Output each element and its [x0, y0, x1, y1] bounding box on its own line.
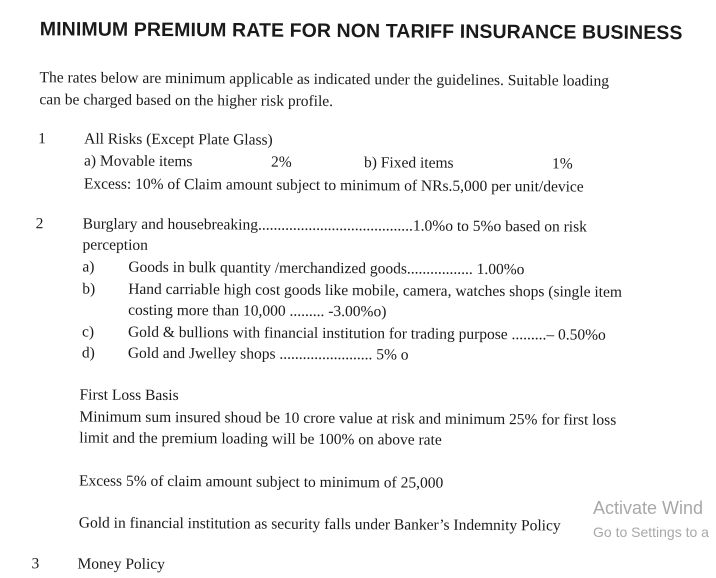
section-1-number: 1	[38, 130, 46, 148]
list-item-marker: c)	[81, 323, 95, 341]
section-3-number: 3	[31, 555, 40, 573]
section-3-heading: Money Policy	[77, 555, 166, 574]
list-item: Gold and Jwelley shops ........................ 5% o	[127, 344, 409, 364]
list-item-marker: a)	[82, 258, 95, 276]
section-1-item-a-label: a) Movable items	[83, 152, 193, 171]
section-1-excess: Excess: 10% of Claim amount subject to minimum of NRs.5,000 per unit/device	[83, 175, 584, 196]
first-loss-line-2: limit and the premium loading will be 100% on above rate	[79, 429, 442, 449]
section-1-item-b-label: b) Fixed items	[363, 154, 454, 172]
page-title: MINIMUM PREMIUM RATE FOR NON TARIFF INSURANCE BUSINESS	[39, 18, 683, 45]
list-item: Goods in bulk quantity /merchandized goods................. 1.00%o	[128, 258, 525, 279]
section-2-excess: Excess 5% of claim amount subject to minimum of 25,000	[79, 472, 444, 492]
intro-line-2: can be charged based on the higher risk profile.	[39, 91, 334, 111]
gold-institution-note: Gold in financial institution as security falls under Banker’s Indemnity Policy	[78, 514, 561, 535]
first-loss-heading: First Loss Basis	[79, 386, 179, 405]
section-1-item-b-rate: 1%	[551, 155, 573, 173]
list-item-continuation: costing more than 10,000 ......... -3.00%o)	[128, 301, 387, 321]
activate-windows-settings-hint: Go to Settings to a	[593, 524, 709, 540]
list-item-marker: d)	[81, 344, 95, 362]
section-2-heading-line-1: Burglary and housebreaking........................................1.0%o to 5%o based on risk	[82, 215, 587, 236]
intro-line-1: The rates below are minimum applicable as indicated under the guidelines. Suitable loading	[39, 69, 610, 90]
section-2-heading-line-2: perception	[82, 236, 148, 254]
activate-windows-watermark: Activate Wind	[593, 498, 704, 518]
list-item: Gold & bullions with financial institution for trading purpose .........– 0.50%o	[127, 323, 606, 344]
section-1-heading: All Risks (Except Plate Glass)	[84, 130, 273, 149]
list-item: Hand carriable high cost goods like mobile, camera, watches shops (single item	[128, 280, 622, 301]
section-1-item-a-rate: 2%	[270, 153, 292, 171]
list-item-marker: b)	[82, 280, 96, 298]
section-2-number: 2	[35, 215, 44, 233]
first-loss-line-1: Minimum sum insured shoud be 10 crore value at risk and minimum 25% for first loss	[79, 408, 617, 429]
